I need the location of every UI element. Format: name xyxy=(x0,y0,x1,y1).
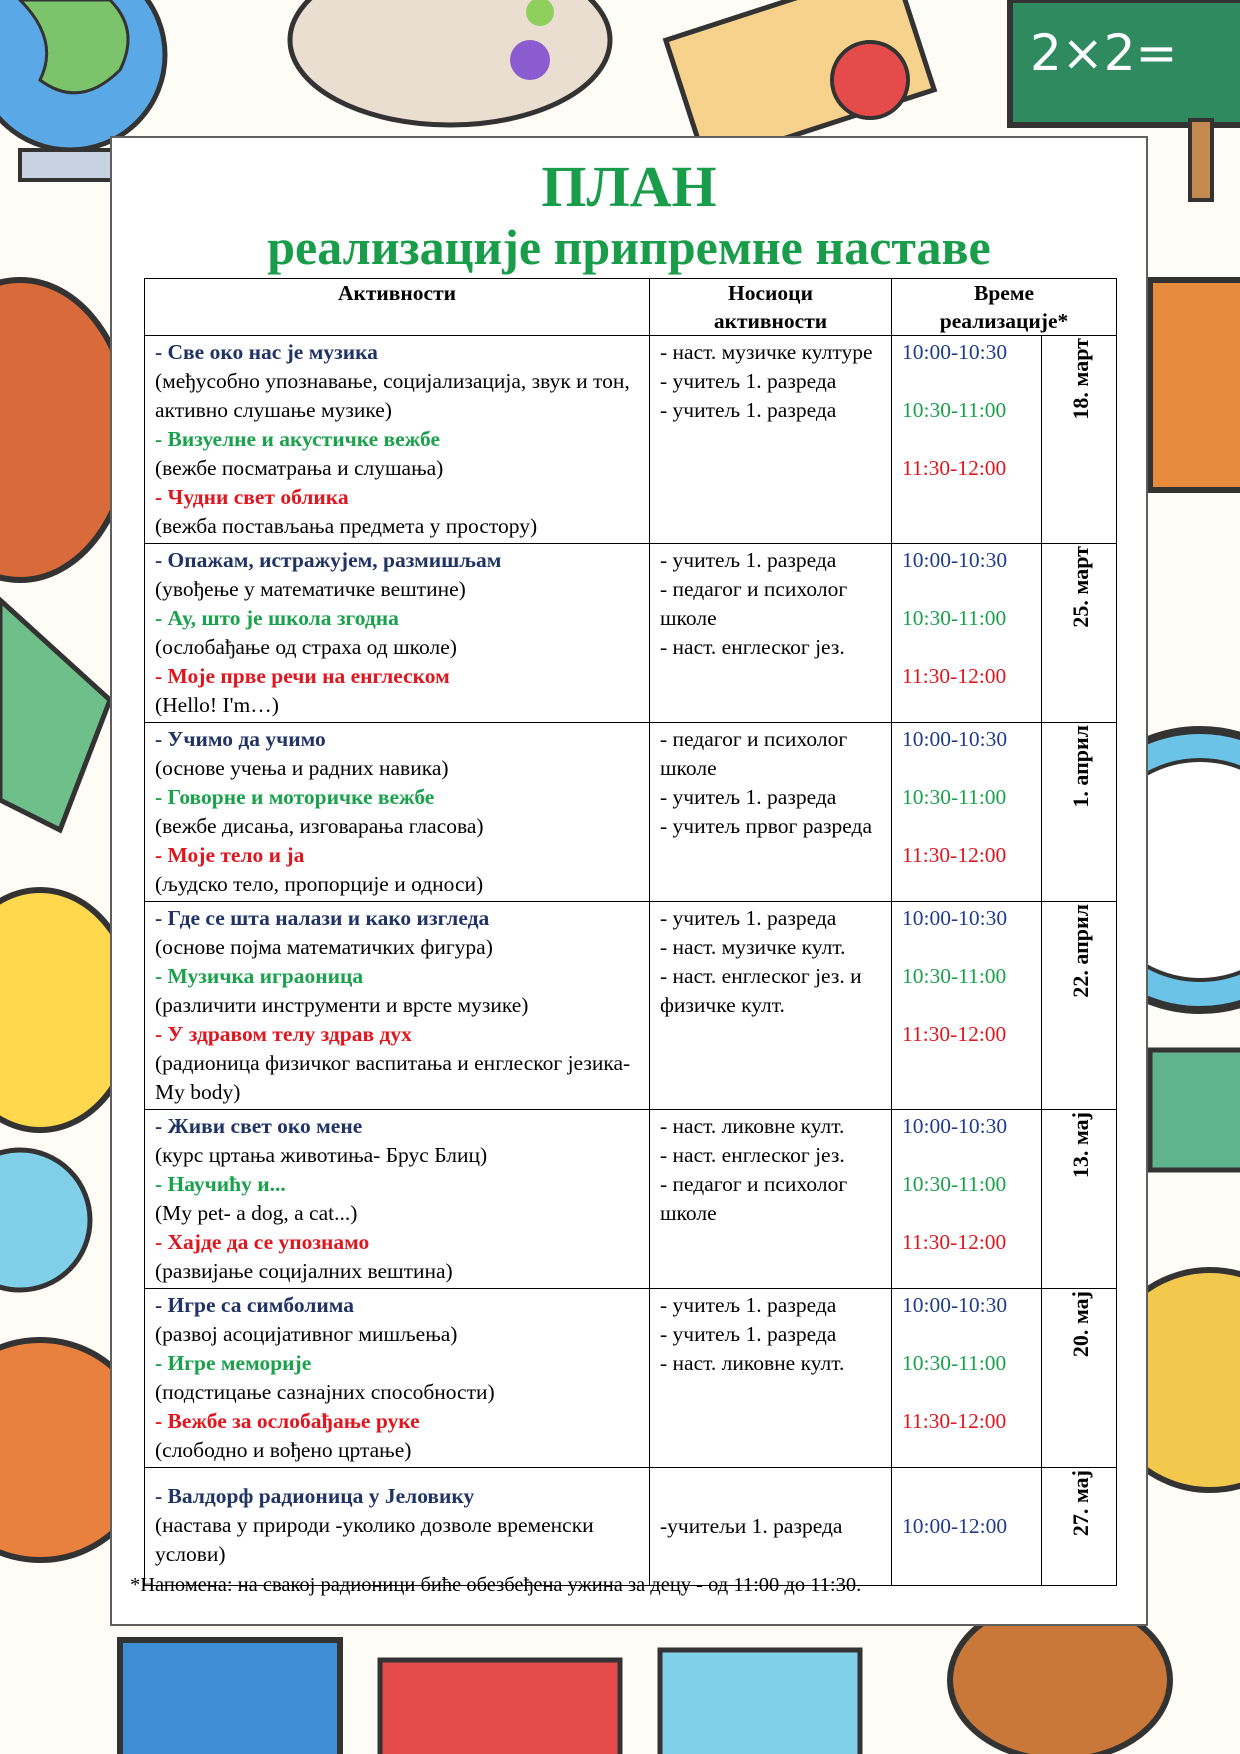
activities-cell xyxy=(145,1289,650,1468)
date-cell xyxy=(1042,1468,1117,1586)
date-cell xyxy=(1042,902,1117,1110)
activity-description: (вежбе посматрања и слушања) xyxy=(155,456,444,480)
date-cell xyxy=(1042,1110,1117,1289)
date-label: 22. април xyxy=(1067,904,1093,998)
activity-description: (основе учења и радних навика) xyxy=(155,756,449,780)
carriers-cell xyxy=(650,1289,892,1468)
activity-title: - Хајде да се упознамо xyxy=(155,1230,370,1254)
activity-carrier: - наст. енглеског јез. xyxy=(660,635,845,659)
activity-title: - Научићу и... xyxy=(155,1172,286,1196)
plan-card xyxy=(110,136,1148,1626)
activity-carrier: - наст. ликовне култ. xyxy=(660,1351,845,1375)
activity-time: 11:30-12:00 xyxy=(902,1022,1007,1046)
plan-subtitle: реализације припремне наставе xyxy=(267,219,991,275)
laptop-icon xyxy=(120,1640,340,1754)
header-time: Време реализације* xyxy=(892,279,1117,336)
activity-time: 11:30-12:00 xyxy=(902,1230,1007,1254)
activity-time: 11:30-12:00 xyxy=(902,456,1007,480)
activity-title: - Учимо да учимо xyxy=(155,727,326,751)
book-icon xyxy=(380,1660,620,1754)
activity-carrier: - наст. енглеског јез. xyxy=(660,1143,845,1167)
activity-carrier: - учитељ 1. разреда xyxy=(660,398,837,422)
activity-description: (подстицање сазнајних способности) xyxy=(155,1380,495,1404)
times-cell xyxy=(892,902,1042,1110)
activity-time: 10:00-10:30 xyxy=(902,727,1008,751)
activity-title: - Чудни свет облика xyxy=(155,485,349,509)
activity-description: (Hello! I'm…) xyxy=(155,693,279,717)
times-cell xyxy=(892,1289,1042,1468)
activity-title: - Опажам, истражујем, размишљам xyxy=(155,548,502,572)
activity-time: 10:30-11:00 xyxy=(902,1351,1007,1375)
activity-carrier: - учитељ 1. разреда xyxy=(660,1322,837,1346)
activities-cell xyxy=(145,902,650,1110)
day-row-last xyxy=(145,1468,1117,1586)
activity-carrier: - учитељ 1. разреда xyxy=(660,785,837,809)
activity-title: - Вежбе за ослобађање руке xyxy=(155,1409,420,1433)
activity-carrier: - учитељ 1. разреда xyxy=(660,906,837,930)
activity-description: (развој асоцијативног мишљења) xyxy=(155,1322,458,1346)
carriers-cell xyxy=(650,336,892,544)
activity-description: (увођење у математичке вештине) xyxy=(155,577,466,601)
activity-description: (настава у природи -уколико дозволе временски услови) xyxy=(155,1513,594,1566)
activity-time: 10:30-11:00 xyxy=(902,785,1007,809)
date-label: 20. мај xyxy=(1067,1291,1093,1358)
activity-time: 10:00-10:30 xyxy=(902,906,1008,930)
activity-time: 10:30-11:00 xyxy=(902,606,1007,630)
activity-title: - Валдорф радионица у Јеловику xyxy=(155,1484,475,1508)
activity-title: - Живи свет око мене xyxy=(155,1114,363,1138)
activity-title: - Где се шта налази и како изгледа xyxy=(155,906,490,930)
activity-description: (слободно и вођено цртање) xyxy=(155,1438,412,1462)
day-row xyxy=(145,1289,1117,1468)
activity-title: - Музичка играоница xyxy=(155,964,364,988)
times-cell xyxy=(892,544,1042,723)
activity-description: (вежба постављања предмета у простору) xyxy=(155,514,538,538)
times-cell xyxy=(892,336,1042,544)
bag-icon xyxy=(1150,280,1240,490)
activity-description: (курс цртања животиња- Брус Блиц) xyxy=(155,1143,488,1167)
activity-description: (ослобађање од страха од школе) xyxy=(155,635,457,659)
svg-text:2×2=: 2×2= xyxy=(1030,24,1178,82)
activity-title: - Визуелне и акустичке вежбе xyxy=(155,427,440,451)
activity-description: (људско тело, пропорције и односи) xyxy=(155,872,484,896)
schedule-table xyxy=(144,278,1117,1586)
carriers-cell xyxy=(650,1110,892,1289)
shoe-icon xyxy=(1150,1050,1240,1170)
activity-time: 10:00-10:30 xyxy=(902,340,1008,364)
activity-description: (вежбе дисања, изговарања гласова) xyxy=(155,814,484,838)
times-cell xyxy=(892,1468,1042,1586)
activity-time: 10:30-11:00 xyxy=(902,1172,1007,1196)
activity-title: - Ау, што је школа згодна xyxy=(155,606,399,630)
date-cell xyxy=(1042,336,1117,544)
activities-cell xyxy=(145,1468,650,1586)
activity-carrier: - учитељ 1. разреда xyxy=(660,369,837,393)
activity-description: (My pet- a dog, a cat...) xyxy=(155,1201,358,1225)
activity-carrier: - учитељ 1. разреда xyxy=(660,1293,837,1317)
activity-title: - Моје прве речи на енглеском xyxy=(155,664,450,688)
activity-time: 10:00-12:00 xyxy=(902,1514,1008,1538)
header-activities: Активности xyxy=(145,279,650,336)
date-label: 1. април xyxy=(1067,725,1093,808)
date-label: 25. март xyxy=(1067,546,1093,628)
date-label: 27. мај xyxy=(1067,1470,1093,1537)
day-row xyxy=(145,1110,1117,1289)
activity-time: 11:30-12:00 xyxy=(902,664,1007,688)
activity-time: 11:30-12:00 xyxy=(902,843,1007,867)
footnote: *Напомена: на свакој радионици биће обезбеђена ужина за децу - од 11:00 до 11:30. xyxy=(130,1574,862,1596)
activity-title: - Игре са симболима xyxy=(155,1293,355,1317)
date-label: 18. март xyxy=(1067,338,1093,420)
activity-description: (радионица физичког васпитања и енглеског језика- My body) xyxy=(155,1051,631,1104)
activities-cell xyxy=(145,1110,650,1289)
activity-carrier: -учитељи 1. разреда xyxy=(660,1514,843,1538)
paint-icon xyxy=(660,1650,860,1754)
carriers-cell xyxy=(650,544,892,723)
activity-carrier: - учитељ првог разреда xyxy=(660,814,873,838)
activity-time: 11:30-12:00 xyxy=(902,1409,1007,1433)
carriers-cell xyxy=(650,1468,892,1586)
activity-time: 10:00-10:30 xyxy=(902,1114,1008,1138)
activity-carrier: - наст. музичке култ. xyxy=(660,935,846,959)
activity-title: - Игре меморије xyxy=(155,1351,312,1375)
plan-title: ПЛАН xyxy=(541,154,717,219)
times-cell xyxy=(892,723,1042,902)
activity-carrier: - наст. ликовне култ. xyxy=(660,1114,845,1138)
activities-cell xyxy=(145,336,650,544)
day-row xyxy=(145,902,1117,1110)
activities-cell xyxy=(145,723,650,902)
activity-description: (међусобно упознавање, социјализација, звук и тон, активно слушање музике) xyxy=(155,369,630,422)
activity-carrier: - педагог и психолог школе xyxy=(660,577,848,630)
header-carriers: Носиоци активности xyxy=(650,279,892,336)
activity-description: (основе појма математичких фигура) xyxy=(155,935,493,959)
date-cell xyxy=(1042,1289,1117,1468)
activity-carrier: - наст. музичке културе xyxy=(660,340,873,364)
activity-time: 10:30-11:00 xyxy=(902,398,1007,422)
day-row xyxy=(145,723,1117,902)
activity-description: (различити инструменти и врсте музике) xyxy=(155,993,529,1017)
activity-title: - Моје тело и ја xyxy=(155,843,305,867)
day-row xyxy=(145,544,1117,723)
activity-carrier: - педагог и психолог школе xyxy=(660,1172,848,1225)
activity-time: 10:30-11:00 xyxy=(902,964,1007,988)
day-row xyxy=(145,336,1117,544)
activity-carrier: - наст. енглеског јез. и физичке култ. xyxy=(660,964,862,1017)
activity-title: - У здравом телу здрав дух xyxy=(155,1022,412,1046)
date-cell xyxy=(1042,723,1117,902)
carriers-cell xyxy=(650,723,892,902)
activity-carrier: - педагог и психолог школе xyxy=(660,727,848,780)
table-header-row xyxy=(145,279,1117,336)
activity-carrier: - учитељ 1. разреда xyxy=(660,548,837,572)
activities-cell xyxy=(145,544,650,723)
date-cell xyxy=(1042,544,1117,723)
date-label: 13. мај xyxy=(1067,1112,1093,1179)
activity-time: 10:00-10:30 xyxy=(902,548,1008,572)
activity-title: - Говорне и моторичке вежбе xyxy=(155,785,435,809)
activity-description: (развијање социјалних вештина) xyxy=(155,1259,453,1283)
activity-time: 10:00-10:30 xyxy=(902,1293,1008,1317)
activity-title: - Све око нас је музика xyxy=(155,340,378,364)
carriers-cell xyxy=(650,902,892,1110)
times-cell xyxy=(892,1110,1042,1289)
